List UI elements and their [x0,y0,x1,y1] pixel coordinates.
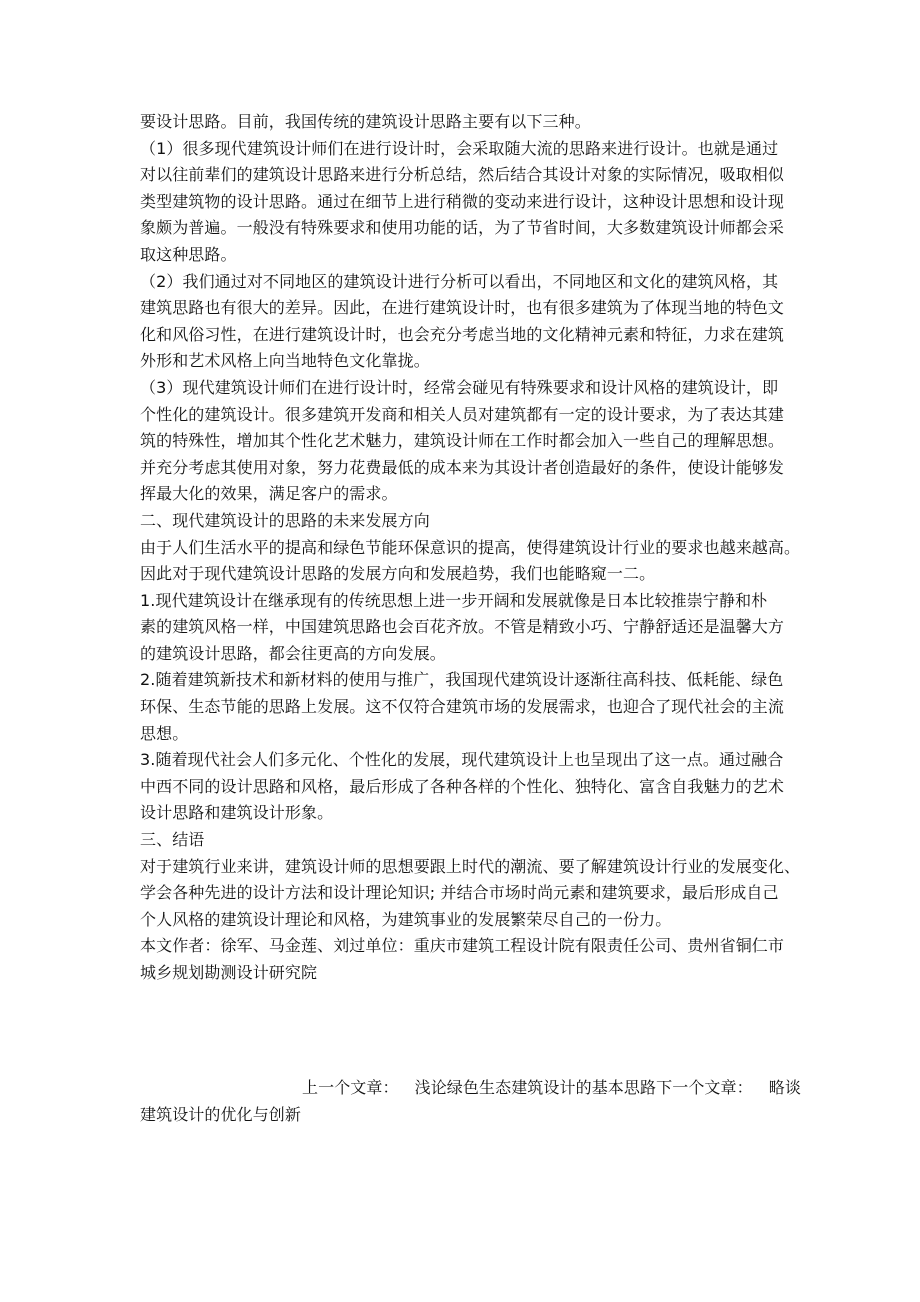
next-article-link-end[interactable]: 建筑设计的优化与创新 [140,1105,302,1124]
paragraph-line: 设计思路和建筑设计形象。 [140,803,334,823]
paragraph-line: 要设计思路。目前，我国传统的建筑设计思路主要有以下三种。 [140,112,591,131]
paragraph-line: 挥最大化的效果，满足客户的需求。 [140,484,398,504]
prev-article-label: 上一个文章： [302,1078,399,1097]
paragraph-line: 因此对于现代建筑设计思路的发展方向和发展趋势，我们也能略窥一二。 [140,564,656,584]
paragraph-line: 象颇为普遍。一般没有特殊要求和使用功能的话，为了节省时间，大多数建筑设计师都会采 [140,218,785,238]
paragraph-line: （2）我们通过对不同地区的建筑设计进行分析可以看出，不同地区和文化的建筑风格，其 [140,271,779,291]
section-heading: 二、现代建筑设计的思路的未来发展方向 [140,510,430,530]
paragraph-line: 筑的特殊性，增加其个性化艺术魅力，建筑设计师在工作时都会加入一些自己的理解思想。 [140,431,785,451]
paragraph-line: 中西不同的设计思路和风格，最后形成了各种各样的个性化、独特化、富含自我魅力的艺术 [140,776,785,796]
next-article-link-start[interactable]: 略谈 [768,1078,801,1097]
section-heading: 三、结语 [140,830,205,850]
prev-article-link[interactable]: 浅论绿色生态建筑设计的基本思路 [414,1078,657,1097]
paragraph-line: 个性化的建筑设计。很多建筑开发商和相关人员对建筑都有一定的设计要求，为了表达其建 [140,404,785,424]
paragraph-line: 个人风格的建筑设计理论和风格，为建筑事业的发展繁荣尽自己的一份力。 [140,909,672,929]
paragraph-line: 环保、生态节能的思路上发展。这不仅符合建筑市场的发展需求，也迎合了现代社会的主流 [140,697,785,717]
paragraph-line: 对以往前辈们的建筑设计思路来进行分析总结，然后结合其设计对象的实际情况，吸取相似 [140,165,785,185]
paragraph-line: 2.随着建筑新技术和新材料的使用与推广，我国现代建筑设计逐渐往高科技、低耗能、绿色 [140,670,784,690]
paragraph-line: 3.随着现代社会人们多元化、个性化的发展，现代建筑设计上也呈现出了这一点。通过融合 [140,750,784,770]
paragraph-line: 由于人们生活水平的提高和绿色节能环保意识的提高，使得建筑设计行业的要求也越来越高。 [140,537,801,557]
paragraph-line: （1）很多现代建筑设计师们在进行设计时，会采取随大流的思路来进行设计。也就是通过 [140,138,779,158]
paragraph-line: 素的建筑风格一样，中国建筑思路也会百花齐放。不管是精致小巧、宁静舒适还是温馨大方 [140,617,785,637]
nav-line [140,1074,801,1101]
paragraph-line: 的建筑设计思路，都会往更高的方向发展。 [140,643,446,663]
paragraph-line: 化和风俗习性，在进行建筑设计时，也会充分考虑当地的文化精神元素和特征，力求在建筑 [140,324,785,344]
paragraph-line: 类型建筑物的设计思路。通过在细节上进行稍微的变动来进行设计，这种设计思想和设计现 [140,191,785,211]
article-body [140,109,801,987]
paragraph-line: 思想。 [140,723,189,743]
paragraph-line: 学会各种先进的设计方法和设计理论知识; 并结合市场时尚元素和建筑要求，最后形成自己 [140,883,779,903]
paragraph-line: 建筑思路也有很大的差异。因此，在进行建筑设计时，也有很多建筑为了体现当地的特色文 [140,298,785,318]
article-navigation [140,1074,801,1128]
paragraph-line: 对于建筑行业来讲，建筑设计师的思想要跟上时代的潮流、要了解建筑设计行业的发展变化、 [140,856,801,876]
paragraph-line: 1.现代建筑设计在继承现有的传统思想上进一步开阔和发展就像是日本比较推崇宁静和朴 [140,590,768,610]
paragraph-line: 并充分考虑其使用对象，努力花费最低的成本来为其设计者创造最好的条件，使设计能够发 [140,457,785,477]
author-line: 城乡规划勘测设计研究院 [140,963,318,982]
paragraph-line: 取这种思路。 [140,244,237,264]
author-line: 本文作者：徐军、马金莲、刘过单位：重庆市建筑工程设计院有限责任公司、贵州省铜仁市 [140,936,785,956]
nav-line [140,1101,785,1128]
paragraph-line: 外形和艺术风格上向当地特色文化靠拢。 [140,351,430,371]
paragraph-line: （3）现代建筑设计师们在进行设计时，经常会碰见有特殊要求和设计风格的建筑设计，即 [140,377,779,397]
next-article-label: 下一个文章： [656,1078,753,1097]
